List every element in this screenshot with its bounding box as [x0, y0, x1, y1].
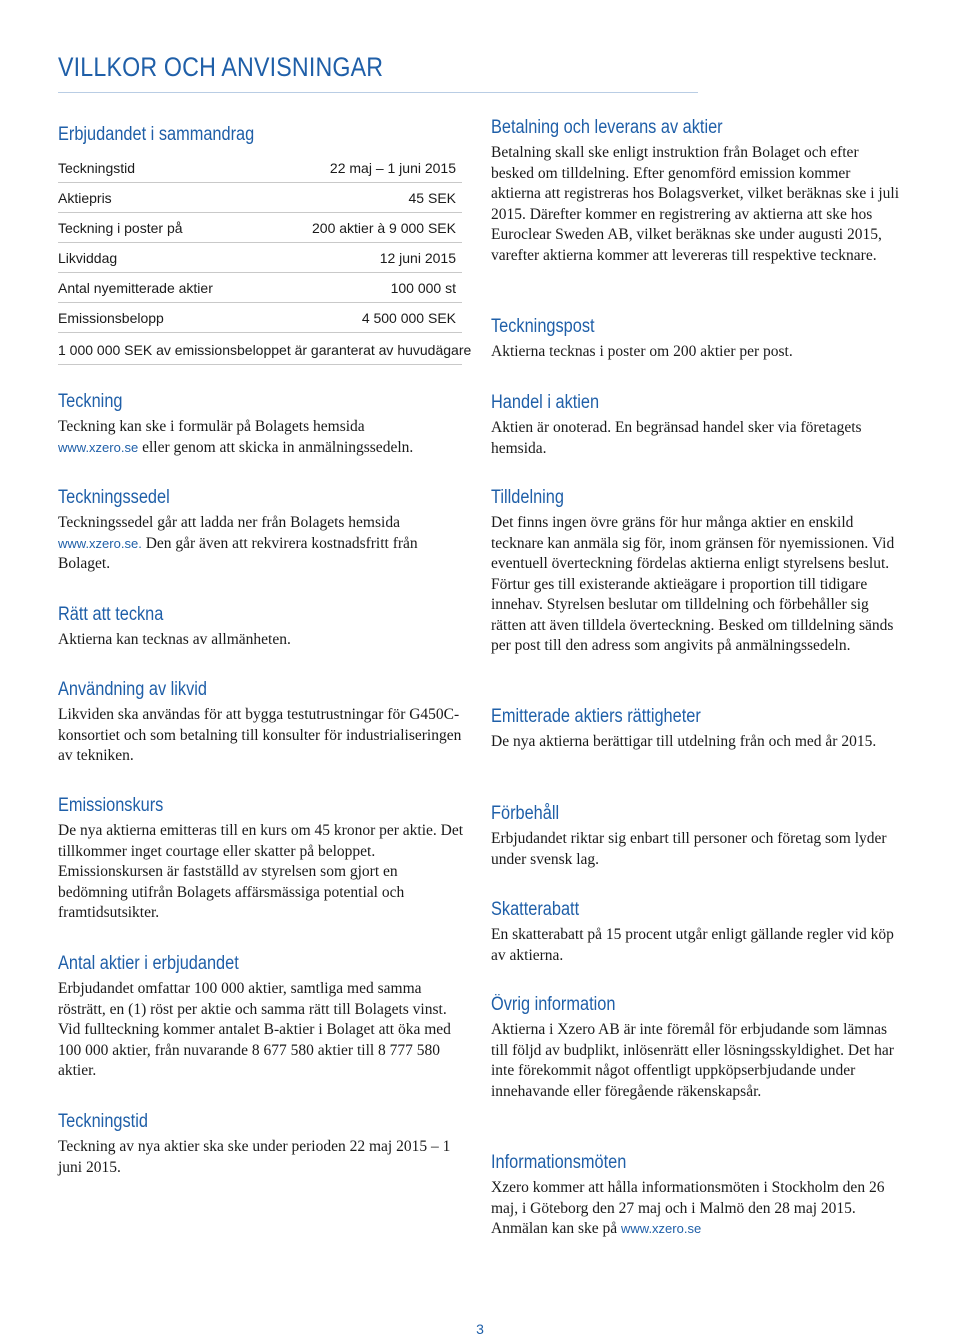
- summary-value: 200 aktier à 9 000 SEK: [312, 220, 456, 236]
- section-text: [58, 417, 468, 458]
- right-column: [491, 0, 901, 1338]
- summary-label: Teckning i poster på: [58, 220, 183, 236]
- summary-note: 1 000 000 SEK av emissionsbeloppet är garanterat av huvudägare: [58, 342, 472, 358]
- section-heading: Antal aktier i erbjudandet: [58, 953, 239, 974]
- summary-label: Likviddag: [58, 250, 118, 266]
- summary-note-row: [58, 334, 472, 365]
- section-teckningstid: [58, 1111, 468, 1178]
- section-text: Det finns ingen övre gräns för hur många aktier en enskild tecknare kan anmäla sig för, inom gränsen för nyemissionen. Vid eventuell överteckning fördelas aktierna enligt styrelsens beslut. Förtur ges till existerande aktieägare i proportion till tidigare innehav. Styrelsen beslutar om tilldelning och förbehåller sig rätten att även tilldela överteckning. Besked om tilldelning sänds per post till den adress som angivits på anmälningssedeln.: [491, 514, 895, 654]
- website-link[interactable]: www.xzero.se: [58, 439, 139, 455]
- text-part: Xzero kommer att hålla informationsmöten i Stockholm den 26 maj, i Göteborg den 27 maj och i Malmö den 28 maj 2015. Anmälan kan ske på: [491, 1179, 885, 1237]
- summary-label: Antal nyemitterade aktier: [58, 280, 213, 296]
- summary-row: [58, 242, 462, 273]
- summary-value: 12 juni 2015: [379, 250, 456, 266]
- section-text: Teckning av nya aktier ska ske under perioden 22 maj 2015 – 1 juni 2015.: [58, 1138, 451, 1176]
- section-text: Likviden ska användas för att bygga testutrustningar för G450C-konsortiet och som betalning till konsulter för industrialiseringen av tekniken.: [58, 706, 462, 764]
- section-forbehall: [491, 803, 901, 870]
- section-text: De nya aktierna emitteras till en kurs om 45 kronor per aktie. Det tillkommer inget courtage eller skatter på beloppet. Emissionskursen är fastställd av styrelsen som gjort en bedömning utifrån Bolagets affärsmässiga potential och framtidsutsikter.: [58, 822, 464, 921]
- section-teckningspost: [491, 316, 901, 363]
- summary-value: 4 500 000 SEK: [361, 310, 456, 326]
- section-text: De nya aktierna berättigar till utdelning från och med år 2015.: [491, 733, 877, 750]
- page-title: VILLKOR OCH ANVISNINGAR: [58, 52, 384, 82]
- section-antal-aktier: [58, 953, 468, 1082]
- section-text: Aktierna i Xzero AB är inte föremål för erbjudande som lämnas till följd av budplikt, inlösenrätt eller lösningsskyldighet. Det har inte förekommit något offentligt uppköpserbjudande under innehavande eller föregående räkenskapsår.: [491, 1021, 894, 1100]
- section-heading: Handel i aktien: [491, 392, 600, 413]
- text-part: eller genom att skicka in anmälningssedeln.: [138, 438, 414, 456]
- summary-row: [58, 212, 462, 243]
- section-text: [58, 513, 468, 575]
- summary-label: Aktiepris: [58, 190, 112, 206]
- section-text: Erbjudandet omfattar 100 000 aktier, samtliga med samma rösträtt, en (1) röst per aktie och samma rätt till Bolagets vinst. Vid fullteckning kommer antalet B-aktier i Bolaget att öka med 100 000 aktier, från nuvarande 8 677 580 aktier till 8 777 580 aktier.: [58, 980, 451, 1079]
- website-link[interactable]: www.xzero.se.: [58, 535, 142, 551]
- section-heading: Betalning och leverans av aktier: [491, 117, 723, 138]
- section-handel: [491, 392, 901, 459]
- section-anvandning: [58, 679, 468, 767]
- section-heading: Användning av likvid: [58, 679, 207, 700]
- text-part: Den går även att rekvirera kostnadsfritt från Bolaget.: [58, 534, 418, 572]
- section-heading: Övrig information: [491, 994, 616, 1015]
- section-ratt-att-teckna: [58, 604, 468, 651]
- section-heading: Teckningssedel: [58, 487, 170, 508]
- section-text: Erbjudandet riktar sig enbart till personer och företag som lyder under svensk lag.: [491, 830, 887, 868]
- section-heading: Rätt att teckna: [58, 604, 164, 625]
- section-teckning: [58, 391, 468, 458]
- section-heading: Informationsmöten: [491, 1152, 627, 1173]
- section-heading: Emitterade aktiers rättigheter: [491, 706, 701, 727]
- section-text: Aktien är onoterad. En begränsad handel sker via företagets hemsida.: [491, 419, 862, 457]
- section-skatterabatt: [491, 899, 901, 966]
- summary-section: [58, 124, 468, 146]
- section-ovrig-information: [491, 994, 901, 1102]
- section-text: [491, 1178, 901, 1240]
- section-tilldelning: [491, 487, 901, 657]
- summary-label: Teckningstid: [58, 160, 136, 176]
- section-informationsmoten: [491, 1152, 901, 1240]
- text-part: Teckningssedel går att ladda ner från Bolagets hemsida: [58, 514, 400, 531]
- summary-label: Emissionsbelopp: [58, 310, 164, 326]
- section-text: Aktierna tecknas i poster om 200 aktier per post.: [491, 343, 793, 360]
- section-heading: Teckningstid: [58, 1111, 148, 1132]
- section-heading: Teckning: [58, 391, 123, 412]
- section-heading: Tilldelning: [491, 487, 564, 508]
- summary-value: 22 maj – 1 juni 2015: [329, 160, 456, 176]
- page-number: 3: [476, 1321, 484, 1337]
- section-heading: Emissionskurs: [58, 795, 164, 816]
- summary-value: 100 000 st: [390, 280, 456, 296]
- section-text: Betalning skall ske enligt instruktion från Bolaget och efter besked om tilldelning. Efter genomförd emission kommer aktierna att registreras hos Bolagsverket, vilket beräknas ske i juli 2015. Därefter kommer en registrering av aktierna att ske hos Euroclear Sweden AB, vilket beräknas ske under augusti 2015, varefter aktierna kommer att levereras till respektive tecknare.: [491, 144, 900, 264]
- section-heading: Teckningspost: [491, 316, 595, 337]
- summary-row: [58, 152, 462, 183]
- section-emissionskurs: [58, 795, 468, 924]
- section-heading: Förbehåll: [491, 803, 560, 824]
- section-teckningssedel: [58, 487, 468, 575]
- summary-row: [58, 302, 462, 333]
- text-part: Teckning kan ske i formulär på Bolagets hemsida: [58, 418, 365, 435]
- section-heading: Skatterabatt: [491, 899, 580, 920]
- summary-heading: Erbjudandet i sammandrag: [58, 124, 255, 145]
- left-column: [58, 0, 472, 1338]
- section-text: En skatterabatt på 15 procent utgår enligt gällande regler vid köp av aktierna.: [491, 926, 894, 964]
- section-text: Aktierna kan tecknas av allmänheten.: [58, 631, 291, 648]
- summary-value: 45 SEK: [408, 190, 456, 206]
- section-rattigheter: [491, 706, 901, 753]
- summary-row: [58, 272, 462, 303]
- summary-row: [58, 182, 462, 213]
- section-betalning: [491, 117, 901, 266]
- website-link[interactable]: www.xzero.se: [621, 1221, 702, 1236]
